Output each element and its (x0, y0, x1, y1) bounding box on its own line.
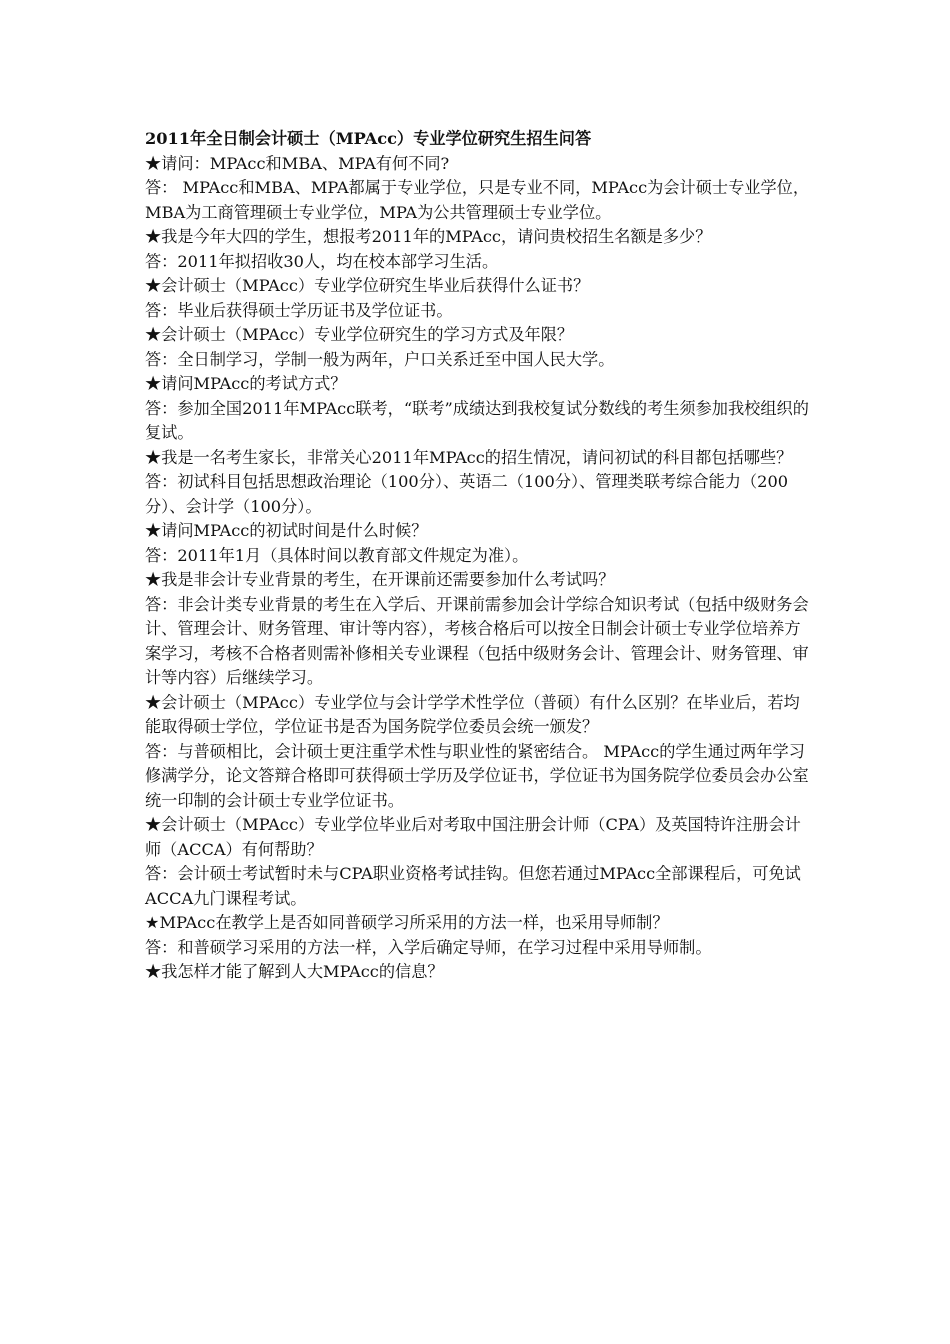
answer-9: 答：与普硕相比，会计硕士更注重学术性与职业性的紧密结合。 MPAcc的学生通过两年学习修满学分，论文答辩合格即可获得硕士学历及学位证书，学位证书为国务院学位委员会办公室统一印制的会计硕士专业学位证书。 (145, 741, 809, 810)
question-8: ★我是非会计专业背景的考生，在开课前还需要参加什么考试吗？ (145, 570, 615, 589)
answer-4: 答：全日制学习，学制一般为两年，户口关系迁至中国人民大学。 (145, 349, 615, 369)
answer-11: 答：和普硕学习采用的方法一样，入学后确定导师，在学习过程中采用导师制。 (145, 937, 712, 957)
question-6: ★我是一名考生家长，非常关心2011年MPAcc的招生情况，请问初试的科目都包括哪些？ (145, 447, 793, 467)
document-page (145, 127, 810, 985)
answer-1: 答： MPAcc和MBA、MPA都属于专业学位，只是专业不同，MPAcc为会计硕士专业学位，MBA为工商管理硕士专业学位，MPA为公共管理硕士专业学位。 (145, 178, 810, 222)
document-title: 2011年全日制会计硕士（MPAcc）专业学位研究生招生问答 (145, 129, 592, 148)
answer-6: 答：初试科目包括思想政治理论（100分）、英语二（100分）、管理类联考综合能力（200分）、会计学（100分）。 (145, 472, 789, 516)
question-9: ★会计硕士（MPAcc）专业学位与会计学学术性学位（普硕）有什么区别？在毕业后，若均能取得硕士学位，学位证书是否为国务院学位委员会统一颁发？ (145, 692, 800, 736)
question-12: ★我怎样才能了解到人大MPAcc的信息？ (145, 962, 444, 981)
answer-7: 答：2011年1月（具体时间以教育部文件规定为准）。 (145, 545, 529, 565)
answer-10: 答：会计硕士考试暂时未与CPA职业资格考试挂钩。但您若通过MPAcc全部课程后，可免试ACCA九门课程考试。 (145, 864, 801, 908)
question-11: ★MPAcc在教学上是否如同普硕学习所采用的方法一样，也采用导师制？ (145, 913, 669, 932)
question-10: ★会计硕士（MPAcc）专业学位毕业后对考取中国注册会计师（CPA）及英国特许注册会计师（ACCA）有何帮助？ (145, 815, 801, 859)
question-3: ★会计硕士（MPAcc）专业学位研究生毕业后获得什么证书？ (145, 276, 590, 295)
question-7: ★请问MPAcc的初试时间是什么时候？ (145, 521, 428, 540)
answer-2: 答：2011年拟招收30人，均在校本部学习生活。 (145, 251, 499, 271)
question-5: ★请问MPAcc的考试方式？ (145, 374, 347, 393)
answer-8: 答：非会计类专业背景的考生在入学后、开课前需参加会计学综合知识考试（包括中级财务会计、管理会计、财务管理、审计等内容），考核合格后可以按全日制会计硕士专业学位培养方案学习，考核不合格者则需补修相关专业课程（包括中级财务会计、管理会计、财务管理、审计等内容）后继续学习。 (145, 594, 809, 687)
answer-3: 答：毕业后获得硕士学历证书及学位证书。 (145, 300, 453, 320)
question-2: ★我是今年大四的学生，想报考2011年的MPAcc，请问贵校招生名额是多少？ (145, 227, 712, 246)
question-1: ★请问：MPAcc和MBA、MPA有何不同? (145, 153, 450, 173)
question-4: ★会计硕士（MPAcc）专业学位研究生的学习方式及年限？ (145, 325, 574, 344)
answer-5: 答：参加全国2011年MPAcc联考，“联考”成绩达到我校复试分数线的考生须参加我校组织的复试。 (145, 398, 809, 442)
